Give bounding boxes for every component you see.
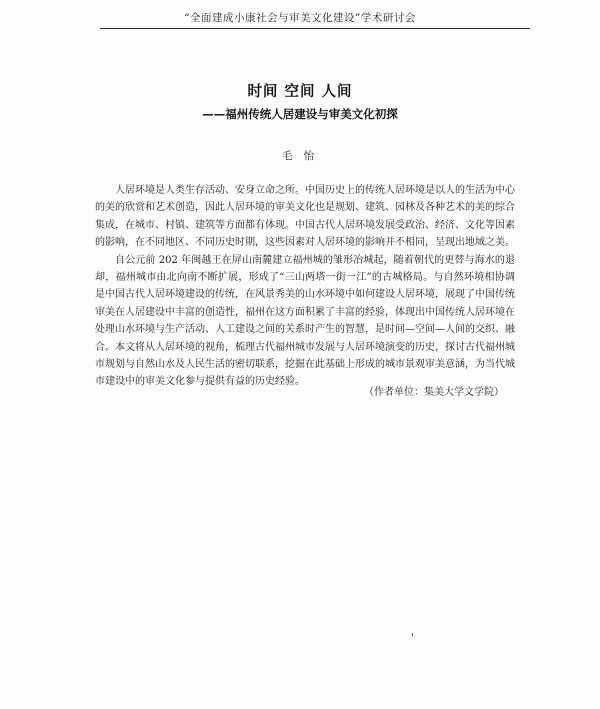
author-name: 毛 怡 [281, 150, 319, 162]
running-header: “全面建成小康社会与审美文化建设”学术研讨会 [184, 12, 416, 24]
article-subtitle: ——福州传统人居建设与审美文化初探 [202, 107, 398, 121]
abstract-body [95, 182, 515, 391]
paragraph-1: 人居环境是人类生存活动、安身立命之所。中国历史上的传统人居环境是以人的生活为中心的美的欣赏和艺术创造，因此人居环境的审美文化也是规划、建筑、园林及各种艺术的美的综合集成，在城市、村镇、建筑等方面都有体现。中国古代人居环境发展受政治、经济、文化等因素的影响，在不同地区、不同历史时期，这些因素对人居环境的影响并不相同，呈现出地域之美。 [95, 185, 515, 249]
scan-speck [412, 633, 413, 636]
header-rule [100, 28, 530, 29]
article-title: 时间 空间 人间 [247, 84, 353, 100]
author-affiliation: （作者单位：集美大学文学院） [364, 387, 504, 398]
paragraph-2: 自公元前 202 年闽越王在屏山南麓建立福州城的雏形冶城起，随着朝代的更替与海水的退却，福州城市由北向南不断扩展，形成了“三山两塔一街一江”的古城格局。与自然环境相协调是中国古代人居环境建设的传统，在风景秀美的山水环境中如何建设人居环境，展现了中国传统审美在人居建设中丰富的创造性，福州在这方面积累了丰富的经验，体现出中国传统人居环境在处理山水环境与生产活动、人工建设之间的关系时产生的智慧，是时间—空间—人间的交织、融合。本文将从人居环境的视角，梳理古代福州城市发展与人居环境演变的历史，探讨古代福州城市规划与自然山水及人民生活的密切联系，挖掘在此基础上形成的城市景观审美意涵，为当代城市建设中的审美文化参与提供有益的历史经验。 [95, 254, 515, 388]
